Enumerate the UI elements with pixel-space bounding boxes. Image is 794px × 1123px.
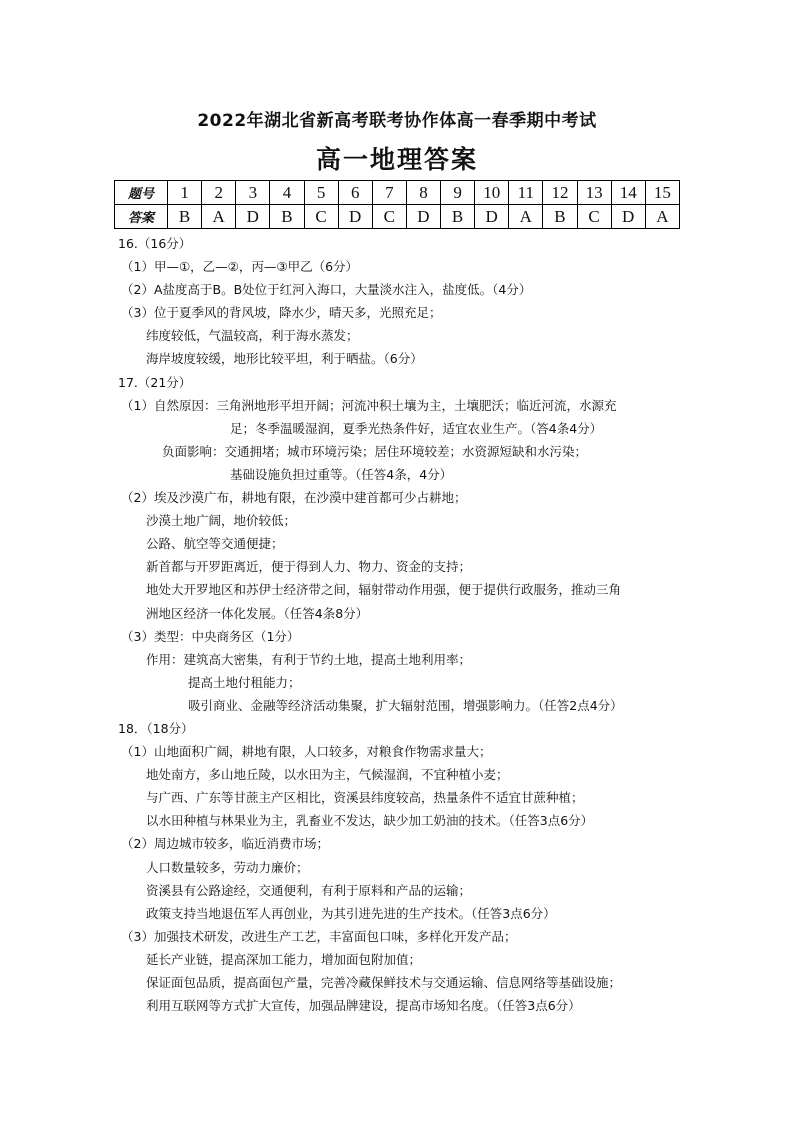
answer-cell: B [168,205,202,229]
text-line: （1）自然原因：三角洲地形平坦开阔；河流冲积土壤为主，土壤肥沃；临近河流，水源充 [121,397,617,413]
question-number-cell: 9 [441,181,475,205]
text-line: （1）甲—①，乙—②，丙—③甲乙（6分） [121,259,359,275]
question-number-row [115,181,680,205]
text-line: 负面影响：交通拥堵；城市环境污染；居住环境较差；水资源短缺和水污染； [162,443,588,459]
text-line: 沙漠土地广阔，地价较低； [146,513,297,529]
text-line: 足；冬季温暖湿润，夏季光热条件好，适宜农业生产。（答4条4分） [230,420,603,436]
question-number-cell: 12 [543,181,577,205]
text-line: 16.（16分） [118,236,192,251]
text-line: 洲地区经济一体化发展。（任答4条8分） [146,605,369,621]
text-line: 新首都与开罗距离近，便于得到人力、物力、资金的支持； [146,559,472,575]
answer-cell: A [509,205,543,229]
answer-table [114,180,680,229]
text-line: 利用互联网等方式扩大宣传，加强品牌建设，提高市场知名度。（任答3点6分） [146,998,581,1014]
question-number-cell: 4 [270,181,304,205]
question-number-cell: 1 [168,181,202,205]
answer-sheet-title: 高一地理答案 [315,145,478,174]
text-line: 公路、航空等交通便捷； [146,536,284,552]
answer-cell: C [304,205,338,229]
question-number-cell: 3 [236,181,270,205]
text-line: （2）埃及沙漠广布，耕地有限，在沙漠中建首都可少占耕地； [121,490,467,506]
text-line: 政策支持当地退伍军人再创业，为其引进先进的生产技术。（任答3点6分） [146,905,556,921]
question-number-cell: 2 [202,181,236,205]
text-line: 作用：建筑高大密集，有利于节约土地，提高土地利用率； [146,651,472,667]
text-line: （3）加强技术研发，改进生产工艺，丰富面包口味，多样化开发产品； [121,928,517,944]
text-line: 资溪县有公路途经，交通便利，有利于原料和产品的运输； [146,882,472,898]
answer-cell: D [611,205,645,229]
text-line: （3）位于夏季风的背风坡，降水少，晴天多，光照充足； [121,305,442,321]
text-line: 地处大开罗地区和苏伊士经济带之间，辐射带动作用强，便于提供行政服务，推动三角 [146,582,622,598]
answer-cell: C [577,205,611,229]
question-number-cell: 13 [577,181,611,205]
text-line: 18．（18分） [118,720,194,736]
text-line: 以水田种植与林果业为主，乳畜业不发达，缺少加工奶油的技术。（任答3点6分） [146,813,594,829]
question-number-cell: 15 [645,181,679,205]
answer-cell: D [475,205,509,229]
answer-cell: B [441,205,475,229]
text-line: 人口数量较多，劳动力廉价； [146,859,309,875]
text-line: （2）A盐度高于B。B处位于红河入海口，大量淡水注入，盐度低。（4分） [121,282,532,298]
question-number-cell: 11 [509,181,543,205]
answer-cell: A [202,205,236,229]
text-line: （3）类型：中央商务区（1分） [121,628,300,644]
text-line: 与广西、广东等甘蔗主产区相比，资溪县纬度较高，热量条件不适宜甘蔗种植； [146,790,584,806]
question-number-cell: 8 [406,181,440,205]
answer-cell: B [270,205,304,229]
answer-cell: C [372,205,406,229]
text-line: 延长产业链，提高深加工能力，增加面包附加值； [146,951,422,967]
answer-cell: D [236,205,270,229]
answer-cell: D [406,205,440,229]
answer-cell: A [645,205,679,229]
answer-cell: B [543,205,577,229]
text-line: 纬度较低，气温较高，利于海水蒸发； [146,328,359,344]
answer-row [115,205,680,229]
answer-cell: D [338,205,372,229]
text-line: （1）山地面积广阔，耕地有限，人口较多，对粮食作物需求量大； [121,744,492,760]
text-line: 17.（21分） [118,374,192,390]
text-line: 地处南方，多山地丘陵，以水田为主，气候湿润，不宜种植小麦； [146,767,509,783]
row-label-answer: 答案 [115,205,168,229]
text-line: 海岸坡度较缓，地形比较平坦，利于晒盐。（6分） [146,351,423,367]
question-number-cell: 5 [304,181,338,205]
exam-title: 2022年湖北省新高考联考协作体高一春季期中考试 [197,111,597,131]
text-line: 吸引商业、金融等经济活动集聚，扩大辐射范围，增强影响力。（任答2点4分） [188,697,623,713]
answer-explanations [118,232,688,1017]
question-number-cell: 7 [372,181,406,205]
question-number-cell: 14 [611,181,645,205]
text-line: 保证面包品质，提高面包产量，完善冷藏保鲜技术与交通运输、信息网络等基础设施； [146,975,622,990]
row-label-number: 题号 [115,181,168,205]
text-line: 提高土地付租能力； [188,674,301,690]
question-number-cell: 10 [475,181,509,205]
text-line: （2）周边城市较多，临近消费市场； [121,836,329,852]
text-line: 基础设施负担过重等。（任答4条，4分） [230,466,453,482]
question-number-cell: 6 [338,181,372,205]
